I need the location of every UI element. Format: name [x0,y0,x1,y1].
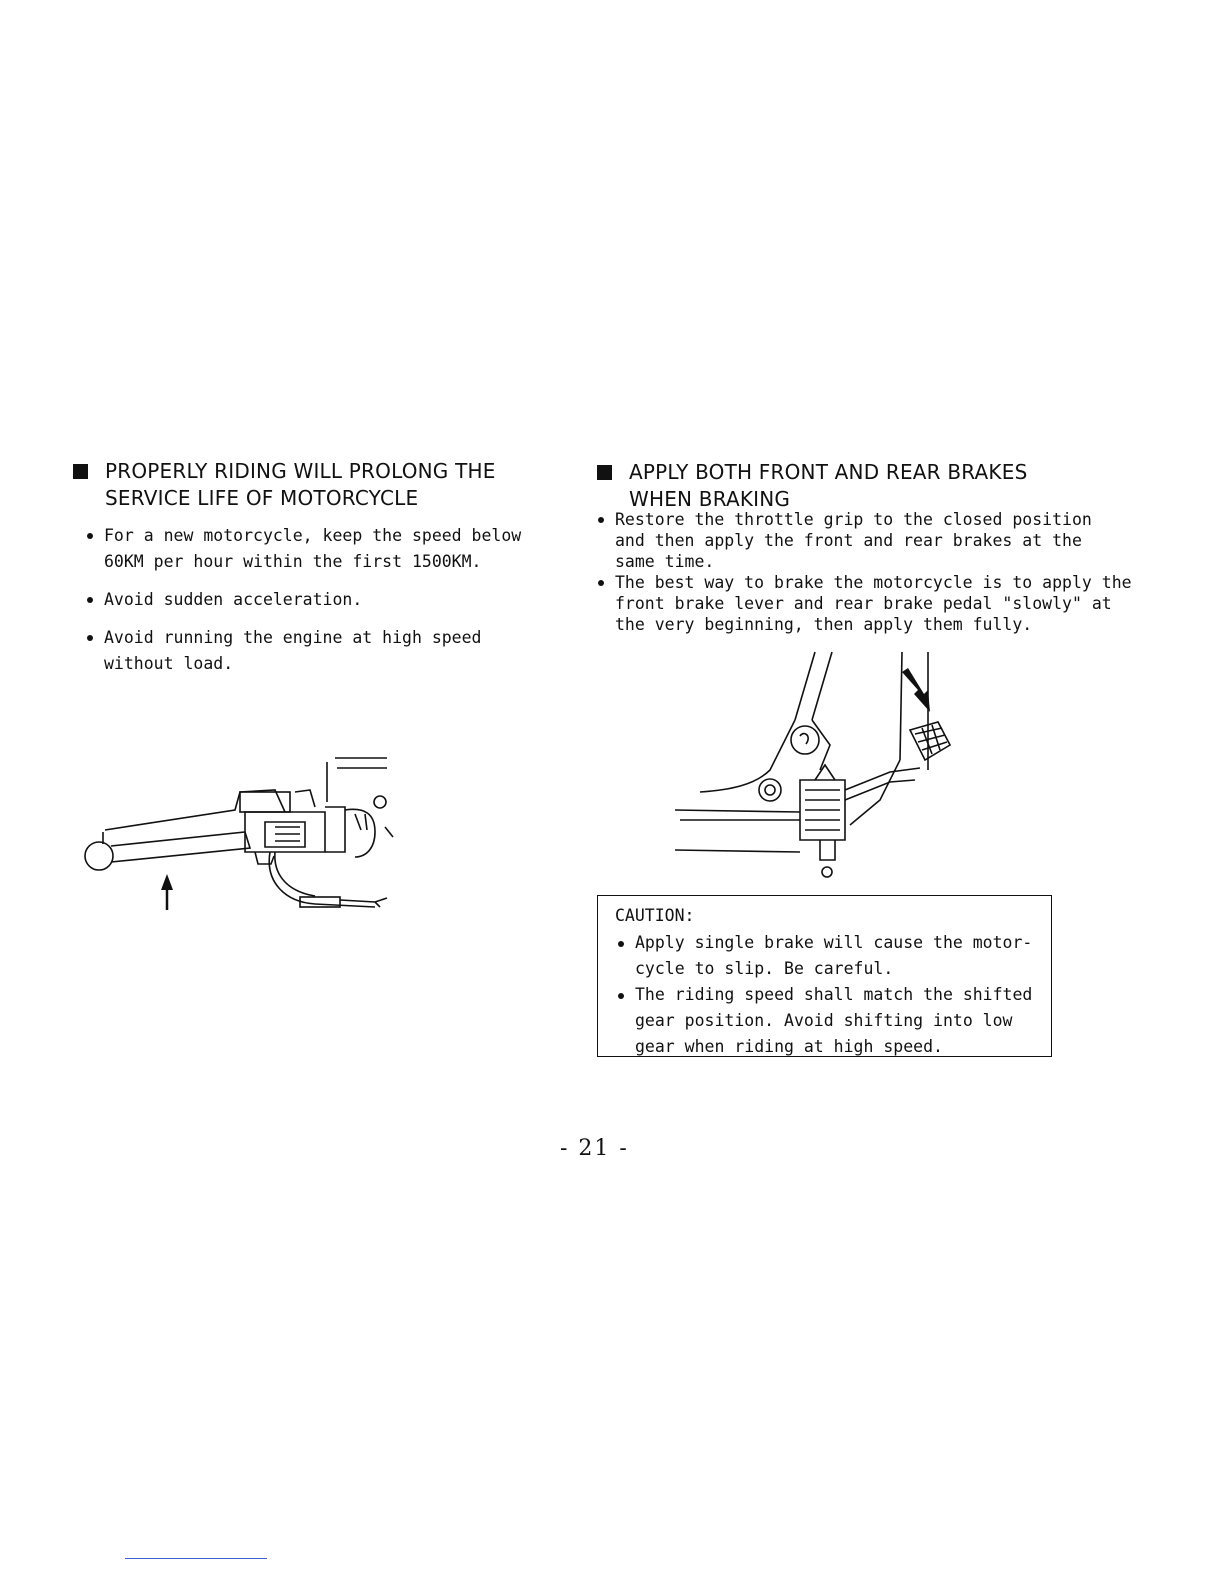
list-item: The riding speed shall match the shifted gear position. Avoid shifting into low gear when riding at high speed. [615,982,1041,1060]
list-item: The best way to brake the motorcycle is to apply the front brake lever and rear brake pedal "slowly" at the very beginning, then apply them fully. [595,572,1135,635]
right-bullet-list [595,509,1135,635]
black-square-icon [73,464,88,479]
left-heading-line2: SERVICE LIFE OF MOTORCYCLE [105,486,419,510]
left-section-heading [105,458,496,512]
list-item: Avoid sudden acceleration. [84,587,554,613]
right-section-heading [629,459,1027,513]
list-item: For a new motorcycle, keep the speed below 60KM per hour within the first 1500KM. [84,523,554,575]
right-heading-line1: APPLY BOTH FRONT AND REAR BRAKES [629,460,1028,484]
brake-lever-illustration [75,752,395,922]
caution-bullet-list [615,930,1041,1060]
caution-title: CAUTION: [615,906,695,925]
caution-box [597,895,1052,1057]
footer-rule [125,1558,267,1559]
left-heading-line1: PROPERLY RIDING WILL PROLONG THE [105,459,496,483]
list-item: Restore the throttle grip to the closed position and then apply the front and rear brakes at the same time. [595,509,1120,572]
list-item: Avoid running the engine at high speed without load. [84,625,514,677]
left-bullet-list [84,523,554,689]
black-square-icon [597,465,612,480]
right-heading-line2: WHEN BRAKING [629,487,791,511]
list-item: Apply single brake will cause the motor-cycle to slip. Be careful. [615,930,1041,982]
brake-pedal-illustration [670,650,960,885]
page-number: - 21 - [560,1136,629,1161]
up-arrow-icon [161,874,173,910]
